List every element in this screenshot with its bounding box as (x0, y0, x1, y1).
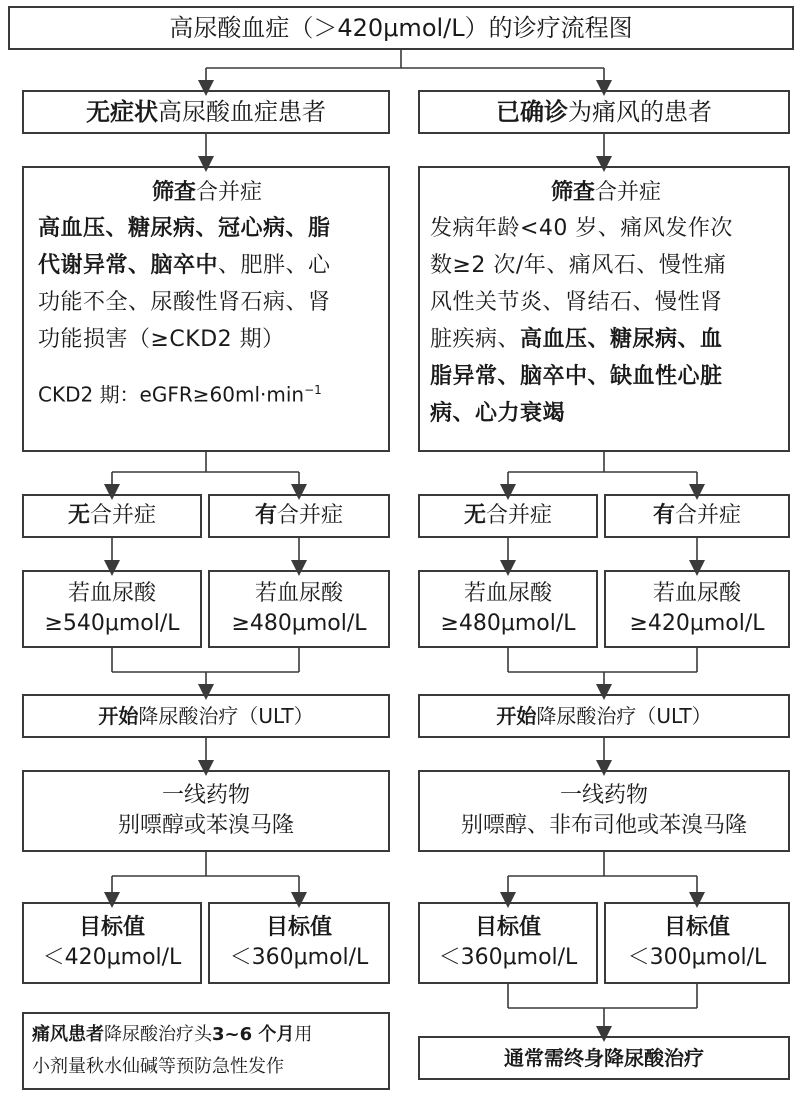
right-comorbidity-line: 发病年龄<40 岁、痛风发作次 (430, 216, 733, 241)
right-with-comorbidity-box: 有合并症 (604, 494, 790, 538)
ckd2-definition: CKD2 期：$eGFR\ge 60ml\cdot\min^{-1}$ (38, 382, 322, 407)
right-threshold-480-box: 若血尿酸 ≥480μmol/L (418, 570, 598, 648)
right-threshold-420-box: 若血尿酸 ≥420μmol/L (604, 570, 790, 648)
lifelong-ult-box: 通常需终身降尿酸治疗 (418, 1036, 790, 1080)
left-first-line-drug-box: 一线药物 别嘌醇或苯溴马隆 (22, 770, 390, 852)
connector-right-threshold-merge (508, 648, 697, 672)
connector-right-screen-split (508, 452, 697, 472)
right-comorbidity-line: 脏疾病、高血压、糖尿病、血 (430, 327, 723, 352)
left-target-360-box: 目标值 ＜360μmol/L (208, 902, 390, 984)
right-start-ult-box: 开始降尿酸治疗（ULT） (418, 694, 790, 738)
right-target-360-box: 目标值 ＜360μmol/L (418, 902, 598, 984)
connector-left-drug-split (112, 852, 299, 876)
connector-title-split (206, 50, 604, 68)
right-comorbidity-line: 风性关节炎、肾结石、慢性肾 (430, 290, 723, 315)
left-threshold-480-box: 若血尿酸 ≥480μmol/L (208, 570, 390, 648)
right-comorbidity-line: 数≥2 次/年、痛风石、慢性痛 (430, 253, 727, 278)
connector-right-drug-split (508, 852, 697, 876)
left-comorbidity-line: 高血压、糖尿病、冠心病、脂 (38, 216, 331, 241)
right-comorbidity-line: 脂异常、脑卒中、缺血性心脏 (430, 364, 723, 389)
right-no-comorbidity-box: 无合并症 (418, 494, 598, 538)
left-no-comorbidity-box: 无合并症 (22, 494, 202, 538)
left-target-420-box: 目标值 ＜420μmol/L (22, 902, 202, 984)
asymptomatic-rest: 高尿酸血症患者 (158, 98, 326, 126)
left-with-comorbidity-box: 有合并症 (208, 494, 390, 538)
right-first-line-drug-box: 一线药物 别嘌醇、非布司他或苯溴马隆 (418, 770, 790, 852)
left-start-ult-box: 开始降尿酸治疗（ULT） (22, 694, 390, 738)
gout-prophylaxis-note-box: 痛风患者降尿酸治疗头3~6 个月用 小剂量秋水仙碱等预防急性发作 (22, 1012, 390, 1090)
right-target-300-box: 目标值 ＜300μmol/L (604, 902, 790, 984)
right-screen-title: 筛查合并症 (550, 180, 662, 205)
connector-right-target-merge (508, 984, 697, 1008)
connector-left-screen-split (112, 452, 299, 472)
connector-left-threshold-merge (112, 648, 299, 672)
left-screen-title: 筛查合并症 (151, 180, 263, 205)
left-comorbidity-line: 功能损害（≥CKD2 期） (38, 327, 285, 352)
asymptomatic-label: 无症状 (86, 98, 158, 126)
left-threshold-540-box: 若血尿酸 ≥540μmol/L (22, 570, 202, 648)
left-comorbidity-line: 代谢异常、脑卒中、肥胖、心 (38, 253, 331, 278)
left-comorbidity-line: 功能不全、尿酸性肾石病、肾 (38, 290, 331, 315)
title-text: 高尿酸血症（＞420μmol/L）的诊疗流程图 (169, 14, 633, 42)
right-comorbidity-line: 病、心力衰竭 (430, 401, 566, 426)
diagnosed-gout-patients-box: 已确诊为痛风的患者 (418, 90, 790, 134)
